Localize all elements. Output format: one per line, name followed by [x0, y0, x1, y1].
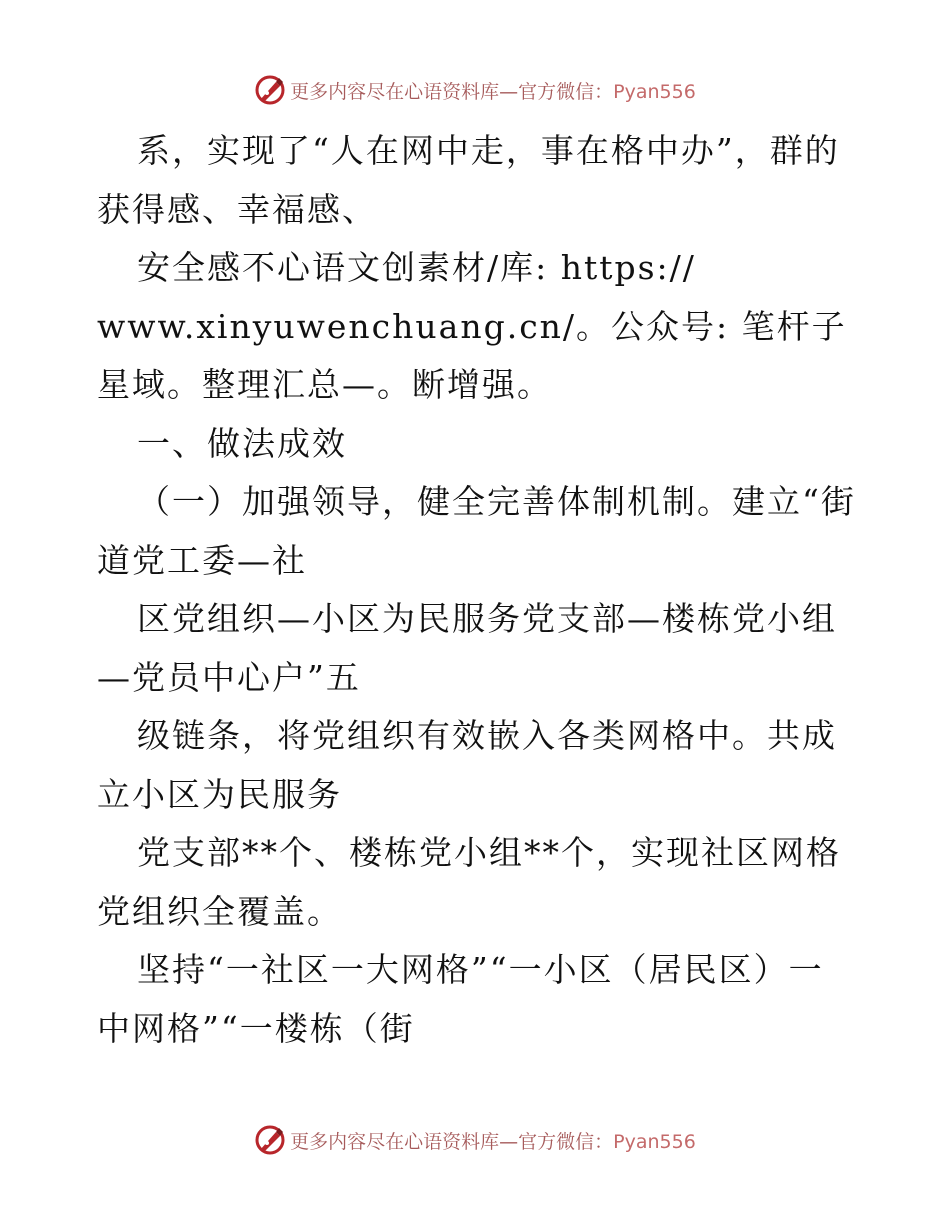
paragraph-4: 区党组织—小区为民服务党支部—楼栋党小组—党员中心户”五	[97, 599, 837, 697]
banner-text: 更多内容尽在心语资料库—官方微信：Pyan556	[290, 80, 696, 103]
paragraph-5: 级链条，将党组织有效嵌入各类网格中。共成立小区为民服务	[97, 716, 837, 814]
header-banner	[0, 70, 950, 110]
banner-text: 更多内容尽在心语资料库—官方微信：Pyan556	[290, 1130, 696, 1153]
paragraph-7: 坚持“一社区一大网格”“一小区（居民区）一中网格”“一楼栋（街	[97, 950, 824, 1048]
paragraph-1: 系，实现了“人在网中走，事在格中办”，群的获得感、幸福感、	[97, 131, 840, 229]
paragraph-6: 党支部**个、楼栋党小组**个，实现社区网格党组织全覆盖。	[97, 833, 841, 931]
pen-logo-icon	[254, 1124, 286, 1156]
section-heading: 一、做法成效	[137, 423, 347, 463]
wechat-id: Pyan556	[613, 80, 696, 103]
paragraph-2: 安全感不心语文创素材/库: https:// www.xinyuwenchuang.cn/。公众号: 笔杆子星域。整理汇总—。断增强。	[97, 248, 847, 404]
paragraph-3: （一）加强领导，健全完善体制机制。建立“街道党工委—社	[97, 482, 856, 580]
footer-banner	[0, 1120, 950, 1160]
pen-logo-icon	[254, 74, 286, 106]
document-body	[97, 122, 857, 1058]
wechat-id: Pyan556	[613, 1130, 696, 1153]
